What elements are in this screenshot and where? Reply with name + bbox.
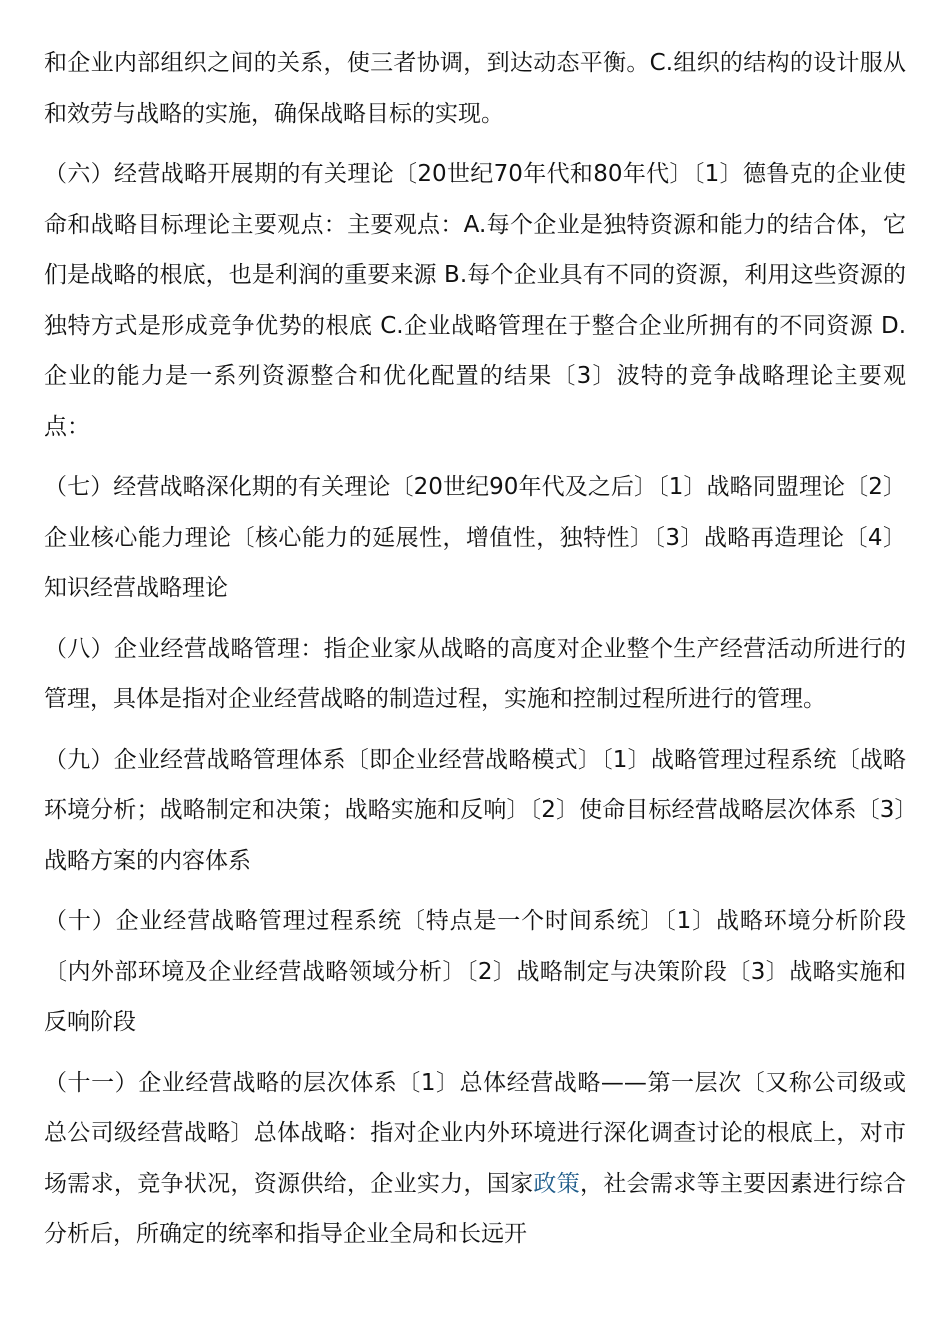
paragraph-section-8: （八）企业经营战略管理：指企业家从战略的高度对企业整个生产经营活动所进行的管理，具体是指对企业经营战略的制造过程，实施和控制过程所进行的管理。 [44, 635, 906, 712]
document-page [44, 38, 906, 1270]
section-11-text-before: （十一）企业经营战略的层次体系〔1〕总体经营战略——第一层次〔又称公司级或总公司级经营战略〕总体战略：指对企业内外环境进行深化调查讨论的根底上，对市场需求，竞争状况，资源供给，企业实力，国家 [44, 1069, 906, 1197]
paragraph-section-10: （十）企业经营战略管理过程系统〔特点是一个时间系统〕〔1〕战略环境分析阶段〔内外部环境及企业经营战略领域分析〕〔2〕战略制定与决策阶段〔3〕战略实施和反响阶段 [44, 908, 906, 1035]
paragraph-section-11 [44, 1058, 906, 1260]
paragraph-continuation: 和企业内部组织之间的关系，使三者协调，到达动态平衡。C.组织的结构的设计服从和效劳与战略的实施，确保战略目标的实现。 [44, 50, 906, 127]
paragraph-section-6: （六）经营战略开展期的有关理论〔20世纪70年代和80年代〕〔1〕德鲁克的企业使命和战略目标理论主要观点：主要观点：A.每个企业是独特资源和能力的结合体，它们是战略的根底，也是利润的重要来源 B.每个企业具有不同的资源，利用这些资源的独特方式是形成竞争优势的根底 C.企业战略管理在于整合企业所拥有的不同资源 D.企业的能力是一系列资源整合和优化配置的结果〔3〕波特的竞争战略理论主要观点： [44, 161, 906, 440]
paragraph-section-9: （九）企业经营战略管理体系〔即企业经营战略模式〕〔1〕战略管理过程系统〔战略环境分析；战略制定和决策；战略实施和反响〕〔2〕使命目标经营战略层次体系〔3〕战略方案的内容体系 [44, 746, 906, 874]
policy-link[interactable]: 政策 [533, 1170, 581, 1197]
section-11-text-after: ，社会需求等主要因素进行综合分析后，所确定的统率和指导企业全局和长远开 [44, 1170, 907, 1247]
paragraph-section-7: （七）经营战略深化期的有关理论〔20世纪90年代及之后〕〔1〕战略同盟理论〔2〕企业核心能力理论〔核心能力的延展性，增值性，独特性〕〔3〕战略再造理论〔4〕知识经营战略理论 [44, 474, 906, 601]
